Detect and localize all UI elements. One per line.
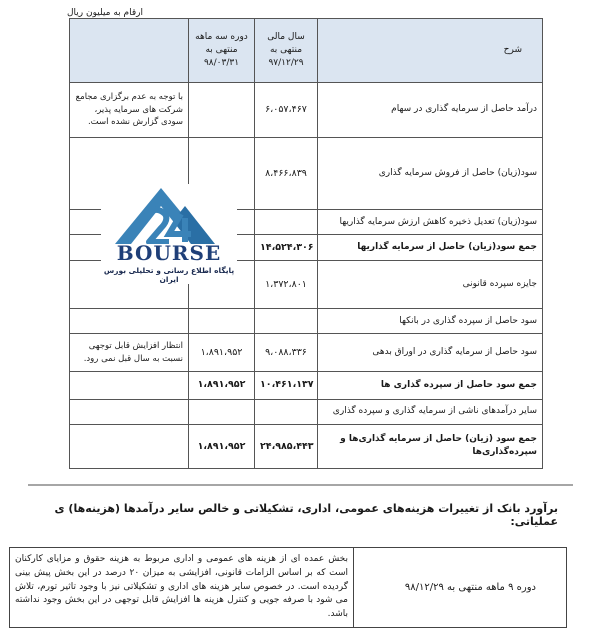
row-three-month-value: ۱،۸۹۱،۹۵۲ (189, 424, 255, 468)
row-fiscal-year-value (255, 309, 318, 334)
row-note: با توجه به عدم برگزاری مجامع شرکت های سرمایه پذیر، سودی گزارش نشده است. (70, 83, 189, 138)
table-header-row (70, 19, 543, 83)
row-fiscal-year-value (255, 210, 318, 235)
row-fiscal-year-value: ۲۴،۹۸۵،۴۴۳ (255, 424, 318, 468)
row-note (70, 424, 189, 468)
row-description: درآمد حاصل از سرمایه گذاری در سهام (318, 83, 543, 138)
expenses-description: بخش عمده ای از هزینه های عمومی و اداری مربوط به هزینه حقوق و مزایای کارکنان است که بر اساس الزامات قانونی، افزایشی به میزان ۲۰ درصد در این بخش پیش بینی گردیده است. در خصوص سایر هزینه های اداری و تشکیلاتی نیز با وجود تاثیر تورم، تلاش می شود با صرفه جویی و کنترل هزینه ها افزایش قابل توجهی در این بخش وجود نداشته باشد. (10, 548, 354, 628)
row-three-month-value: ۱،۸۹۱،۹۵۲ (189, 334, 255, 372)
table-row (70, 372, 543, 399)
row-description: جمع سود (زیان) حاصل از سرمایه گذاری‌ها و سپرده‌گذاری‌ها (318, 424, 543, 468)
row-description: جمع سود(زیان) حاصل از سرمایه گذاریها (318, 235, 543, 260)
row-note (70, 399, 189, 424)
table-row (70, 399, 543, 424)
expenses-estimate-table (9, 547, 567, 628)
row-fiscal-year-value: ۱۴،۵۲۴،۳۰۶ (255, 235, 318, 260)
row-description: سایر درآمدهای ناشی از سرمایه گذاری و سپرده گذاری (318, 399, 543, 424)
table-row (70, 309, 543, 334)
table-row (70, 83, 543, 138)
row-description: سود حاصل از سپرده گذاری در بانکها (318, 309, 543, 334)
section-title: برآورد بانک از تغییرات هزینه‌های عمومی، اداری، تشکیلاتی و خالص سایر درآمدها (هزینه‌ها) ی عملیاتی: (54, 502, 558, 528)
row-fiscal-year-value: ۱،۳۷۲،۸۰۱ (255, 260, 318, 308)
bourse-tagline: پایگاه اطلاع رسانی و تحلیلی بورس ایران (103, 266, 235, 284)
row-three-month-value (189, 399, 255, 424)
row-description: سود(زیان) حاصل از فروش سرمایه گذاری (318, 137, 543, 210)
column-header-fiscal-year: سال مالی منتهی به ۹۷/۱۲/۲۹ (255, 19, 318, 83)
row-fiscal-year-value: ۱۰،۴۶۱،۱۳۷ (255, 372, 318, 399)
column-header-description: شرح (318, 19, 543, 83)
row-fiscal-year-value: ۸،۴۶۶،۸۳۹ (255, 137, 318, 210)
row-fiscal-year-value (255, 399, 318, 424)
row-three-month-value: ۱،۸۹۱،۹۵۲ (189, 372, 255, 399)
unit-note: ارقام به میلیون ریال (67, 8, 143, 18)
section-divider (28, 484, 573, 486)
bourse-24-mountain-icon (101, 184, 237, 244)
period-label: دوره ۹ ماهه منتهی به ۹۸/۱۲/۲۹ (354, 548, 567, 628)
row-fiscal-year-value: ۶،۰۵۷،۴۶۷ (255, 83, 318, 138)
row-note (70, 372, 189, 399)
row-description: جمع سود حاصل از سپرده گذاری ها (318, 372, 543, 399)
row-note: انتظار افزایش قابل توجهی نسبت به سال قبل نمی رود. (70, 334, 189, 372)
row-note (70, 309, 189, 334)
row-description: سود حاصل از سرمایه گذاری در اوراق بدهی (318, 334, 543, 372)
table-row (10, 548, 567, 628)
bourse-watermark-logo (101, 184, 237, 284)
row-description: جایزه سپرده قانونی (318, 260, 543, 308)
row-three-month-value (189, 309, 255, 334)
column-header-three-month: دوره سه ماهه منتهی به ۹۸/۰۳/۳۱ (189, 19, 255, 83)
bourse-brand-text: BOURSE (116, 241, 222, 265)
table-row (70, 334, 543, 372)
row-fiscal-year-value: ۹،۰۸۸،۳۳۶ (255, 334, 318, 372)
table-row (70, 424, 543, 468)
row-description: سود(زیان) تعدیل ذخیره کاهش ارزش سرمایه گذاریها (318, 210, 543, 235)
column-header-notes (70, 19, 189, 83)
row-three-month-value (189, 83, 255, 138)
